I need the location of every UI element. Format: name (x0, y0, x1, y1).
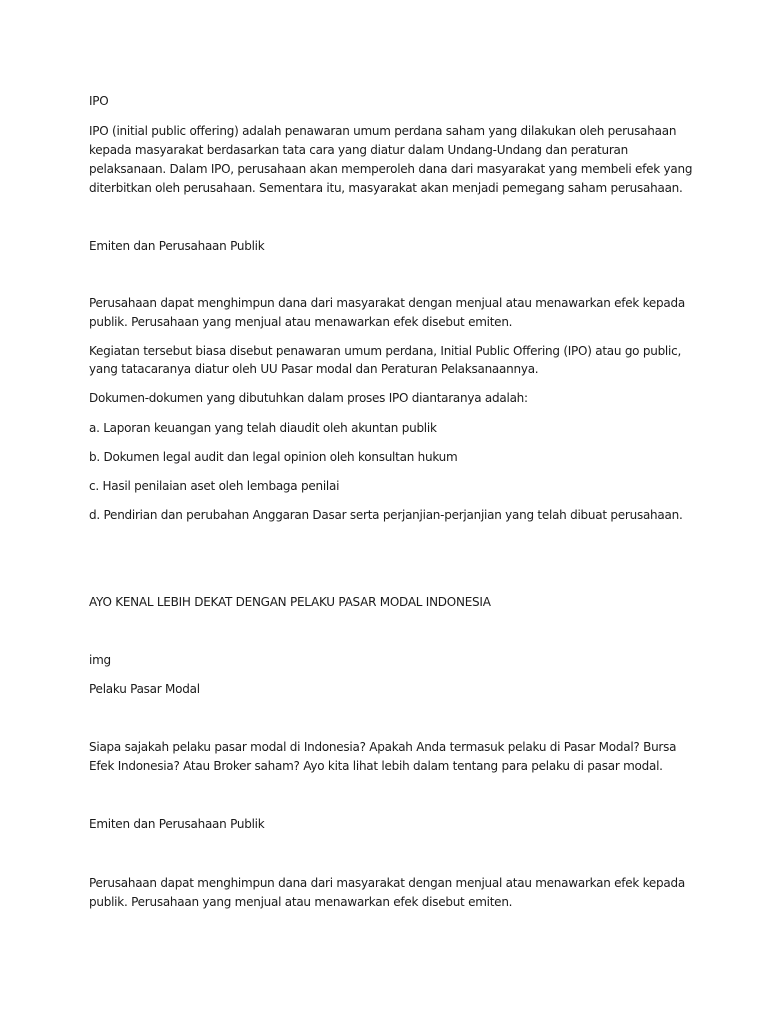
heading-emiten-1: Emiten dan Perusahaan Publik (89, 239, 265, 253)
ipo-paragraph-line-3: pelaksanaan. Dalam IPO, perusahaan akan memperoleh dana dari masyarakat yang membeli efek yang (89, 162, 693, 176)
siapa-paragraph-line-2: Efek Indonesia? Atau Broker saham? Ayo kita lihat lebih dalam tentang para pelaku di pasar modal. (89, 759, 663, 773)
dokumen-item-c: c. Hasil penilaian aset oleh lembaga penilai (89, 479, 340, 493)
kegiatan-paragraph-line-1: Kegiatan tersebut biasa disebut penawaran umum perdana, Initial Public Offering (IPO) atau go public, (89, 344, 682, 358)
ipo-paragraph-line-1: IPO (initial public offering) adalah penawaran umum perdana saham yang dilakukan oleh perusahaan (89, 124, 677, 138)
dokumen-item-b: b. Dokumen legal audit dan legal opinion oleh konsultan hukum (89, 450, 458, 464)
heading-ayo-kenal: AYO KENAL LEBIH DEKAT DENGAN PELAKU PASAR MODAL INDONESIA (89, 595, 491, 609)
dokumen-intro: Dokumen-dokumen yang dibutuhkan dalam proses IPO diantaranya adalah: (89, 391, 528, 405)
emiten-paragraph-2-line-2: publik. Perusahaan yang menjual atau menawarkan efek disebut emiten. (89, 895, 513, 909)
emiten-paragraph-1-line-1: Perusahaan dapat menghimpun dana dari masyarakat dengan menjual atau menawarkan efek kepada (89, 296, 685, 310)
emiten-paragraph-2-line-1: Perusahaan dapat menghimpun dana dari masyarakat dengan menjual atau menawarkan efek kepada (89, 876, 685, 890)
kegiatan-paragraph-line-2: yang tatacaranya diatur oleh UU Pasar modal dan Peraturan Pelaksanaannya. (89, 362, 539, 376)
img-placeholder-text: img (89, 653, 111, 667)
ipo-paragraph-line-2: kepada masyarakat berdasarkan tata cara yang diatur dalam Undang-Undang dan peraturan (89, 143, 628, 157)
heading-pelaku-pasar-modal: Pelaku Pasar Modal (89, 682, 200, 696)
heading-emiten-2: Emiten dan Perusahaan Publik (89, 817, 265, 831)
siapa-paragraph-line-1: Siapa sajakah pelaku pasar modal di Indonesia? Apakah Anda termasuk pelaku di Pasar Modal? Bursa (89, 740, 677, 754)
dokumen-item-d: d. Pendirian dan perubahan Anggaran Dasar serta perjanjian-perjanjian yang telah dibuat perusahaan. (89, 508, 683, 522)
heading-ipo: IPO (89, 94, 109, 108)
dokumen-item-a: a. Laporan keuangan yang telah diaudit oleh akuntan publik (89, 421, 437, 435)
emiten-paragraph-1-line-2: publik. Perusahaan yang menjual atau menawarkan efek disebut emiten. (89, 315, 513, 329)
ipo-paragraph-line-4: diterbitkan oleh perusahaan. Sementara itu, masyarakat akan menjadi pemegang saham perusahaan. (89, 181, 683, 195)
